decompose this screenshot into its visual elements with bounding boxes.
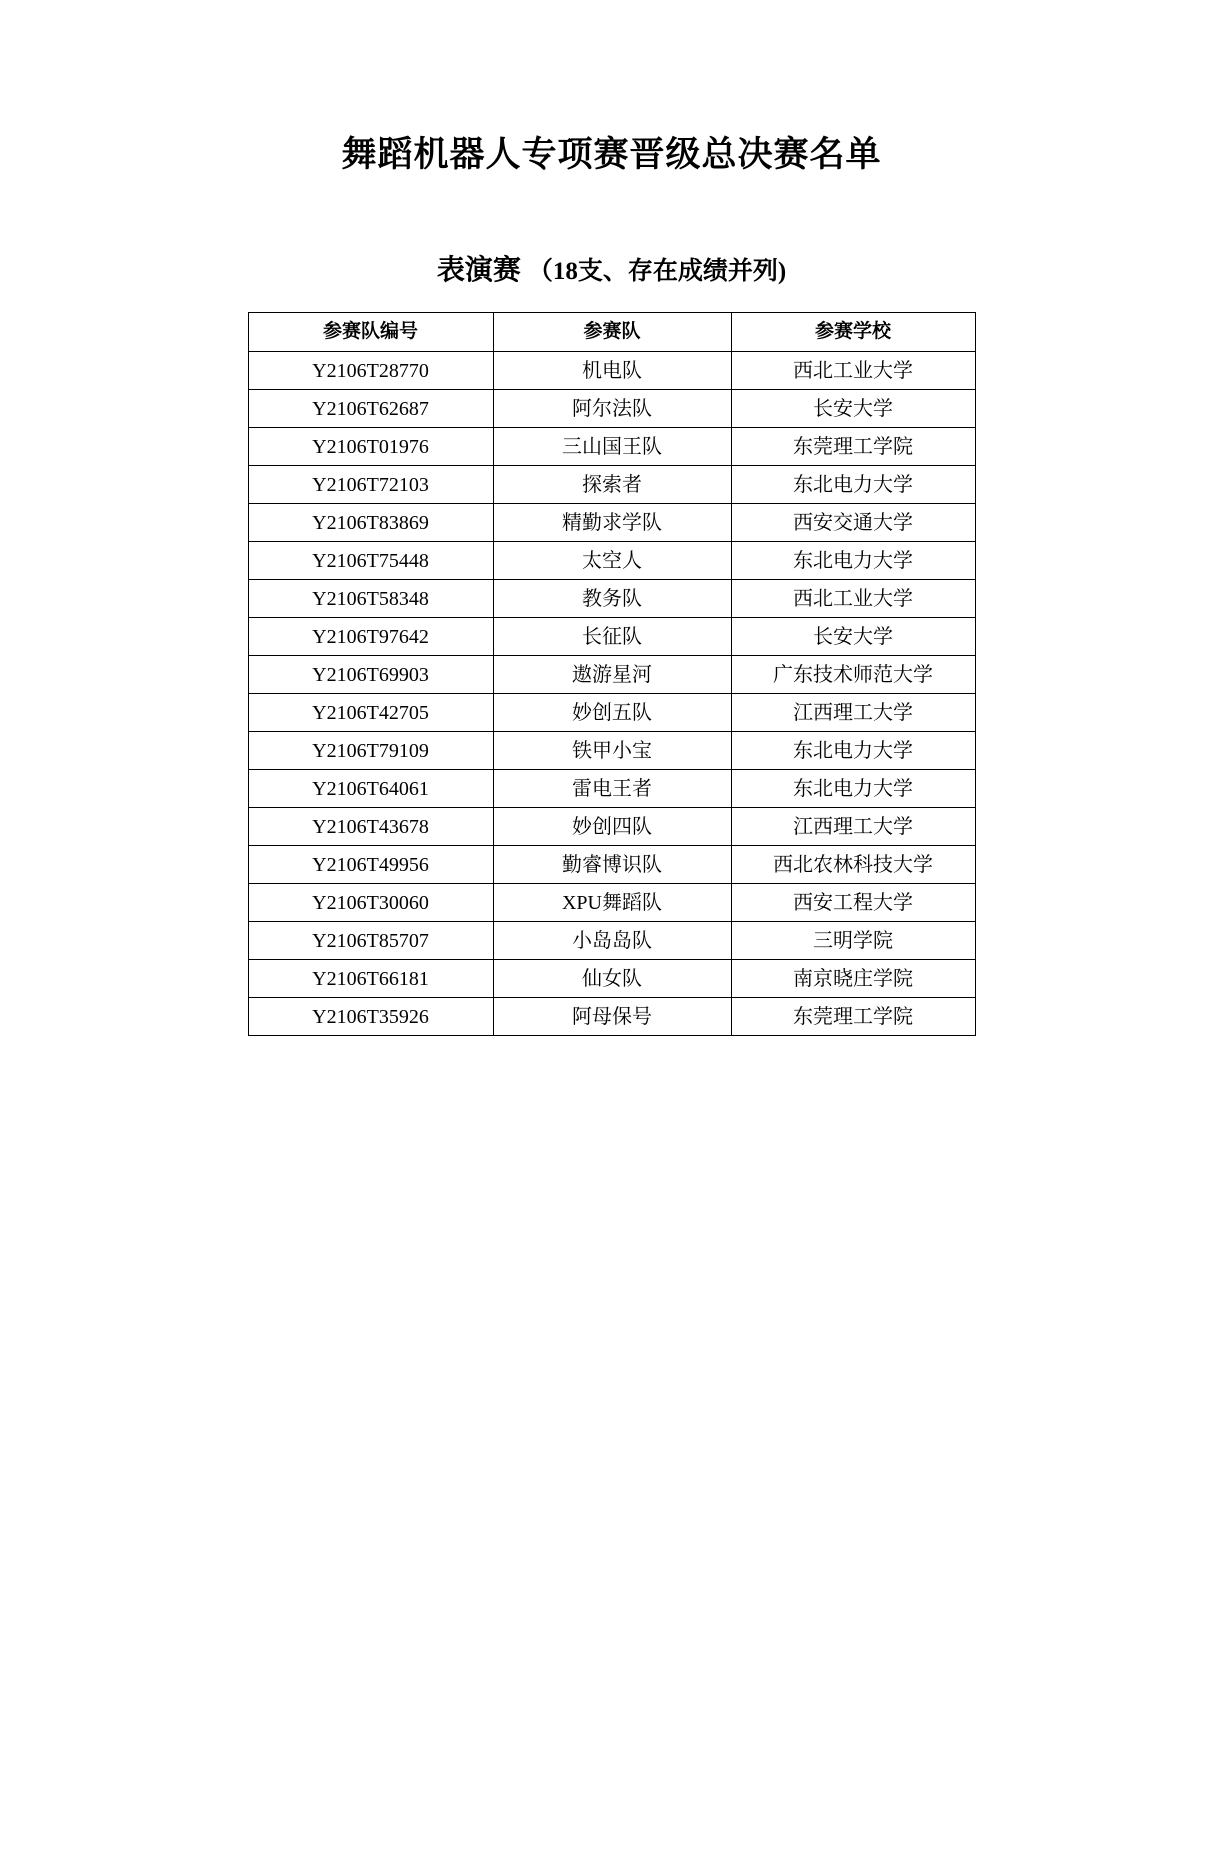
table-row (248, 808, 975, 846)
section-title-main: 表演赛 (436, 254, 521, 286)
cell-team-id: Y2106T85707 (248, 922, 493, 960)
cell-school: 江西理工大学 (731, 694, 975, 732)
table-row (248, 732, 975, 770)
cell-school: 江西理工大学 (731, 808, 975, 846)
cell-team-id: Y2106T62687 (248, 390, 493, 428)
cell-school: 西安工程大学 (731, 884, 975, 922)
cell-team-id: Y2106T42705 (248, 694, 493, 732)
cell-team-name: 机电队 (493, 352, 731, 390)
table-row (248, 922, 975, 960)
cell-team-name: 阿母保号 (493, 998, 731, 1036)
cell-school: 西北工业大学 (731, 352, 975, 390)
cell-school: 东莞理工学院 (731, 428, 975, 466)
cell-school: 东莞理工学院 (731, 998, 975, 1036)
cell-team-name: 勤睿博识队 (493, 846, 731, 884)
table-row (248, 466, 975, 504)
cell-team-id: Y2106T64061 (248, 770, 493, 808)
section-title-note: （18支、存在成绩并列) (527, 257, 787, 285)
cell-team-name: 仙女队 (493, 960, 731, 998)
cell-team-name: 妙创四队 (493, 808, 731, 846)
table-row (248, 998, 975, 1036)
cell-team-id: Y2106T72103 (248, 466, 493, 504)
table-header-row (248, 313, 975, 352)
cell-school: 西安交通大学 (731, 504, 975, 542)
column-header-team-name: 参赛队 (493, 313, 731, 352)
table-row (248, 428, 975, 466)
table-row (248, 656, 975, 694)
column-header-team-id: 参赛队编号 (248, 313, 493, 352)
cell-school: 南京晓庄学院 (731, 960, 975, 998)
table-row (248, 580, 975, 618)
cell-school: 东北电力大学 (731, 466, 975, 504)
cell-team-id: Y2106T97642 (248, 618, 493, 656)
table-row (248, 846, 975, 884)
cell-school: 长安大学 (731, 390, 975, 428)
table-row (248, 618, 975, 656)
cell-team-name: 小岛岛队 (493, 922, 731, 960)
roster-table (248, 312, 976, 1036)
cell-team-id: Y2106T66181 (248, 960, 493, 998)
cell-team-name: 雷电王者 (493, 770, 731, 808)
cell-team-name: 妙创五队 (493, 694, 731, 732)
cell-team-id: Y2106T69903 (248, 656, 493, 694)
cell-team-id: Y2106T83869 (248, 504, 493, 542)
table-row (248, 504, 975, 542)
cell-team-name: 三山国王队 (493, 428, 731, 466)
section-title (0, 253, 1223, 289)
cell-team-name: 阿尔法队 (493, 390, 731, 428)
cell-team-id: Y2106T43678 (248, 808, 493, 846)
table-row (248, 542, 975, 580)
table-row (248, 884, 975, 922)
table-row (248, 694, 975, 732)
cell-school: 东北电力大学 (731, 732, 975, 770)
table-row (248, 960, 975, 998)
table-row (248, 770, 975, 808)
cell-school: 广东技术师范大学 (731, 656, 975, 694)
document-page (0, 132, 1223, 1862)
cell-team-name: 探索者 (493, 466, 731, 504)
cell-team-id: Y2106T01976 (248, 428, 493, 466)
cell-school: 东北电力大学 (731, 542, 975, 580)
cell-team-name: 铁甲小宝 (493, 732, 731, 770)
cell-team-id: Y2106T49956 (248, 846, 493, 884)
cell-team-id: Y2106T58348 (248, 580, 493, 618)
page-title: 舞蹈机器人专项赛晋级总决赛名单 (341, 135, 882, 174)
cell-team-id: Y2106T79109 (248, 732, 493, 770)
table-row (248, 390, 975, 428)
cell-school: 西北工业大学 (731, 580, 975, 618)
cell-team-name: 太空人 (493, 542, 731, 580)
cell-team-name: 长征队 (493, 618, 731, 656)
cell-team-id: Y2106T35926 (248, 998, 493, 1036)
table-row (248, 352, 975, 390)
cell-school: 三明学院 (731, 922, 975, 960)
cell-team-id: Y2106T28770 (248, 352, 493, 390)
cell-team-name: 教务队 (493, 580, 731, 618)
cell-team-name: 精勤求学队 (493, 504, 731, 542)
cell-school: 西北农林科技大学 (731, 846, 975, 884)
cell-school: 东北电力大学 (731, 770, 975, 808)
cell-team-name: XPU舞蹈队 (493, 884, 731, 922)
cell-team-name: 遨游星河 (493, 656, 731, 694)
column-header-school: 参赛学校 (731, 313, 975, 352)
cell-team-id: Y2106T30060 (248, 884, 493, 922)
cell-school: 长安大学 (731, 618, 975, 656)
cell-team-id: Y2106T75448 (248, 542, 493, 580)
table-body (248, 352, 975, 1036)
